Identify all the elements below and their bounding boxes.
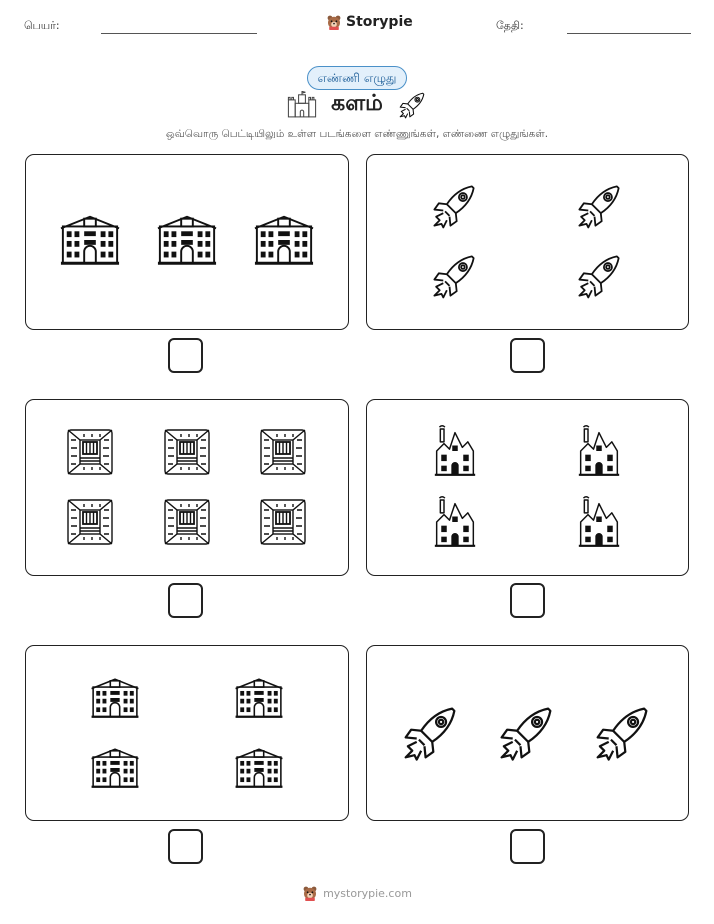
name-field-line[interactable] [101, 33, 257, 34]
dungeon-door-icon [66, 498, 114, 546]
instruction-text: ஒவ்வொரு பெட்டியிலும் உள்ள படங்களை எண்ணுங்கள், எண்ணை எழுதுங்கள். [165, 128, 549, 140]
count-panel-2 [366, 154, 689, 330]
school-building-icon [59, 212, 121, 268]
bear-icon [302, 885, 318, 901]
haunted-house-icon [433, 495, 477, 549]
instruction-wrap [0, 128, 714, 141]
badge-wrap [0, 66, 714, 90]
footer-site: mystorypie.com [323, 886, 412, 900]
rocket-icon [493, 702, 559, 764]
answer-box-4[interactable] [510, 583, 545, 618]
school-building-icon [234, 676, 284, 720]
date-field-line[interactable] [567, 33, 691, 34]
name-label: பெயர்: [24, 19, 60, 32]
school-building-icon [90, 746, 140, 790]
dungeon-door-icon [163, 428, 211, 476]
title-row [0, 90, 714, 120]
dungeon-door-icon [259, 428, 307, 476]
answer-box-3[interactable] [168, 583, 203, 618]
haunted-house-icon [577, 424, 621, 478]
bear-icon [326, 14, 342, 30]
footer [0, 885, 714, 901]
date-label: தேதி: [496, 19, 524, 32]
count-panel-5 [25, 645, 349, 821]
school-building-icon [90, 676, 140, 720]
school-building-icon [156, 212, 218, 268]
rocket-icon [397, 702, 463, 764]
dungeon-door-icon [163, 498, 211, 546]
brand-name: Storypie [346, 14, 413, 30]
dungeon-door-icon [66, 428, 114, 476]
dungeon-door-icon [259, 498, 307, 546]
rocket-icon [427, 251, 481, 301]
school-building-icon [234, 746, 284, 790]
count-panel-3 [25, 399, 349, 576]
count-panel-1 [25, 154, 349, 330]
answer-box-1[interactable] [168, 338, 203, 373]
count-panel-4 [366, 399, 689, 576]
rocket-icon [572, 181, 626, 231]
answer-box-5[interactable] [168, 829, 203, 864]
answer-box-6[interactable] [510, 829, 545, 864]
brand-logo [326, 14, 413, 30]
haunted-house-icon [577, 495, 621, 549]
rocket-icon [395, 90, 429, 120]
haunted-house-icon [433, 424, 477, 478]
count-panel-6 [366, 645, 689, 821]
rocket-icon [572, 251, 626, 301]
castle-icon [285, 91, 319, 119]
rocket-icon [589, 702, 655, 764]
footer-brand [302, 885, 412, 901]
activity-badge: எண்ணி எழுது [307, 66, 408, 90]
page-title: களம் [331, 91, 383, 116]
school-building-icon [253, 212, 315, 268]
answer-box-2[interactable] [510, 338, 545, 373]
rocket-icon [427, 181, 481, 231]
